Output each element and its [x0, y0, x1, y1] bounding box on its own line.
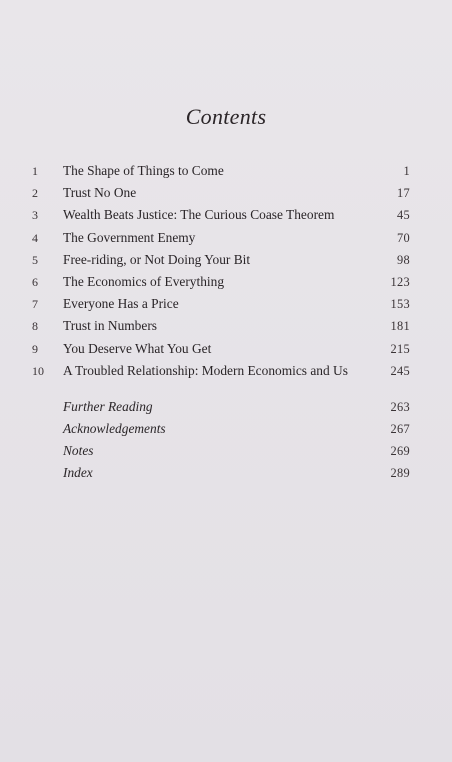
chapter-page: 123	[390, 274, 410, 289]
toc-chapter-row	[32, 271, 410, 293]
chapter-page: 181	[390, 319, 410, 334]
toc-backmatter-row	[32, 462, 410, 484]
chapter-number: 9	[32, 341, 38, 356]
chapter-title: Trust No One	[63, 185, 137, 201]
chapter-number: 8	[32, 319, 38, 334]
backmatter-page: 267	[390, 422, 410, 437]
table-of-contents	[32, 160, 410, 485]
toc-backmatter-row	[32, 396, 410, 418]
chapter-number: 10	[32, 363, 44, 378]
toc-backmatter-row	[32, 418, 410, 440]
chapter-title: You Deserve What You Get	[63, 340, 212, 356]
toc-chapter-row	[32, 227, 410, 249]
toc-chapter-row	[32, 338, 410, 360]
chapter-number: 1	[32, 164, 38, 178]
chapter-title: Wealth Beats Justice: The Curious Coase Theorem	[63, 207, 335, 223]
chapter-number: 2	[32, 186, 38, 201]
toc-chapter-row	[32, 204, 410, 226]
section-spacer	[32, 382, 410, 396]
chapter-title: The Government Enemy	[63, 229, 196, 245]
backmatter-page: 263	[390, 399, 410, 414]
chapter-number: 5	[32, 252, 38, 267]
chapter-number: 7	[32, 297, 38, 312]
chapter-title: A Troubled Relationship: Modern Economics and Us	[63, 362, 348, 378]
backmatter-title: Index	[63, 465, 93, 481]
chapter-number: 3	[32, 208, 38, 223]
backmatter-page: 269	[390, 444, 410, 459]
backmatter-title: Further Reading	[63, 398, 153, 414]
toc-chapter-row	[32, 293, 410, 315]
toc-chapter-row	[32, 315, 410, 337]
chapter-page: 1	[403, 164, 410, 178]
backmatter-title: Notes	[63, 443, 94, 459]
chapter-title: Free-riding, or Not Doing Your Bit	[63, 251, 251, 267]
chapter-number: 6	[32, 274, 38, 289]
page-title: Contents	[185, 104, 267, 129]
chapter-page: 70	[397, 230, 410, 245]
chapter-page: 98	[397, 252, 410, 267]
chapter-page: 153	[390, 297, 410, 312]
toc-chapter-row	[32, 160, 410, 182]
backmatter-title: Acknowledgements	[63, 421, 166, 437]
chapter-title: The Economics of Everything	[63, 273, 225, 289]
chapter-title: Trust in Numbers	[63, 318, 157, 334]
toc-chapter-row	[32, 182, 410, 204]
chapter-page: 45	[397, 208, 410, 223]
chapter-title: The Shape of Things to Come	[63, 163, 224, 178]
backmatter-page: 289	[390, 466, 410, 481]
chapter-number: 4	[32, 230, 38, 245]
chapter-title: Everyone Has a Price	[63, 296, 179, 312]
toc-backmatter-row	[32, 440, 410, 462]
toc-chapter-row	[32, 249, 410, 271]
chapter-page: 17	[397, 186, 410, 201]
chapter-page: 245	[390, 363, 410, 378]
toc-chapter-row	[32, 360, 410, 382]
chapter-page: 215	[390, 341, 410, 356]
